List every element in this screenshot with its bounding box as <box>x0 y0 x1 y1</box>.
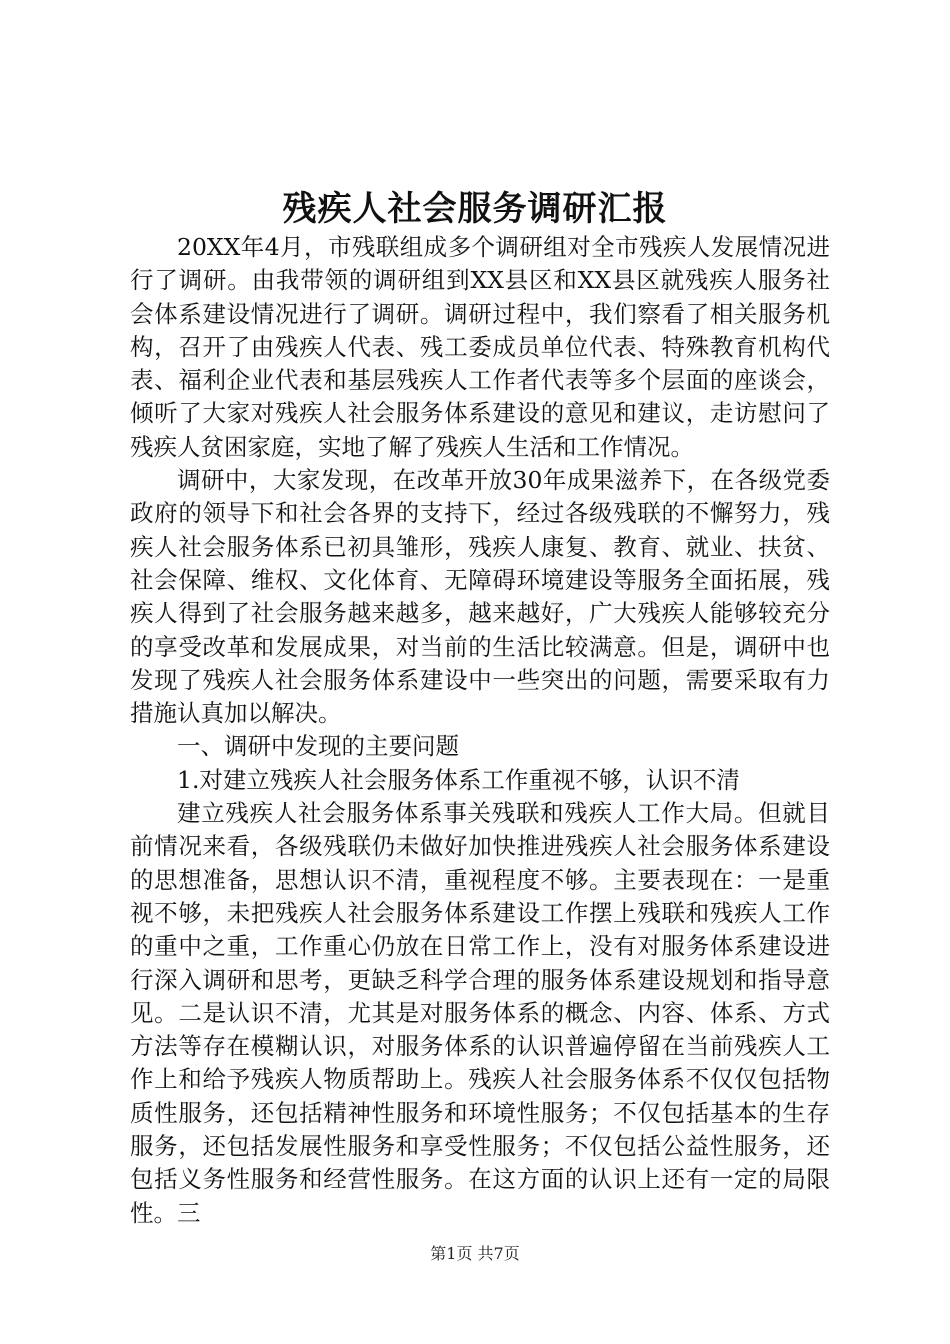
paragraph-problem-detail: 建立残疾人社会服务体系事关残联和残疾人工作大局。但就目前情况来看，各级残联仍未做好加快推进残疾人社会服务体系建设的思想准备，思想认识不清，重视程度不够。主要表现在：一是重视不够，未把残疾人社会服务体系建设工作摆上残联和残疾人工作的重中之重，工作重心仍放在日常工作上，没有对服务体系建设进行深入调研和思考，更缺乏科学合理的服务体系建设规划和指导意见。二是认识不清，尤其是对服务体系的概念、内容、体系、方式方法等存在模糊认识，对服务体系的认识普遍停留在当前残疾人工作上和给予残疾人物质帮助上。残疾人社会服务体系不仅仅包括物质性服务，还包括精神性服务和环境性服务；不仅包括基本的生存服务，还包括发展性服务和享受性服务；不仅包括公益性服务，还包括义务性服务和经营性服务。在这方面的认识上还有一定的局限性。三 <box>130 799 830 1227</box>
page-number-footer: 第1页 共7页 <box>430 1244 520 1263</box>
document-title: 残疾人社会服务调研汇报 <box>282 189 668 229</box>
paragraph-intro: 20XX年4月，市残联组成多个调研组对全市残疾人发展情况进行了调研。由我带领的调研组到XX县区和XX县区就残疾人服务社会体系建设情况进行了调研。调研过程中，我们察看了相关服务机构，召开了由残疾人代表、残工委成员单位代表、特殊教育机构代表、福利企业代表和基层残疾人工作者代表等多个层面的座谈会，倾听了大家对残疾人社会服务体系建设的意见和建议，走访慰问了残疾人贫困家庭，实地了解了残疾人生活和工作情况。 <box>130 233 830 461</box>
subsection-heading: 1.对建立残疾人社会服务体系工作重视不够，认识不清 <box>177 765 740 794</box>
paragraph-findings: 调研中，大家发现，在改革开放30年成果滋养下，在各级党委政府的领导下和社会各界的支持下，经过各级残联的不懈努力，残疾人社会服务体系已初具雏形，残疾人康复、教育、就业、扶贫、社会保障、维权、文化体育、无障碍环境建设等服务全面拓展，残疾人得到了社会服务越来越多，越来越好，广大残疾人能够较充分的享受改革和发展成果，对当前的生活比较满意。但是，调研中也发现了残疾人社会服务体系建设中一些突出的问题，需要采取有力措施认真加以解决。 <box>130 466 830 728</box>
section-heading: 一、调研中发现的主要问题 <box>177 732 459 761</box>
document-body <box>130 231 830 1230</box>
